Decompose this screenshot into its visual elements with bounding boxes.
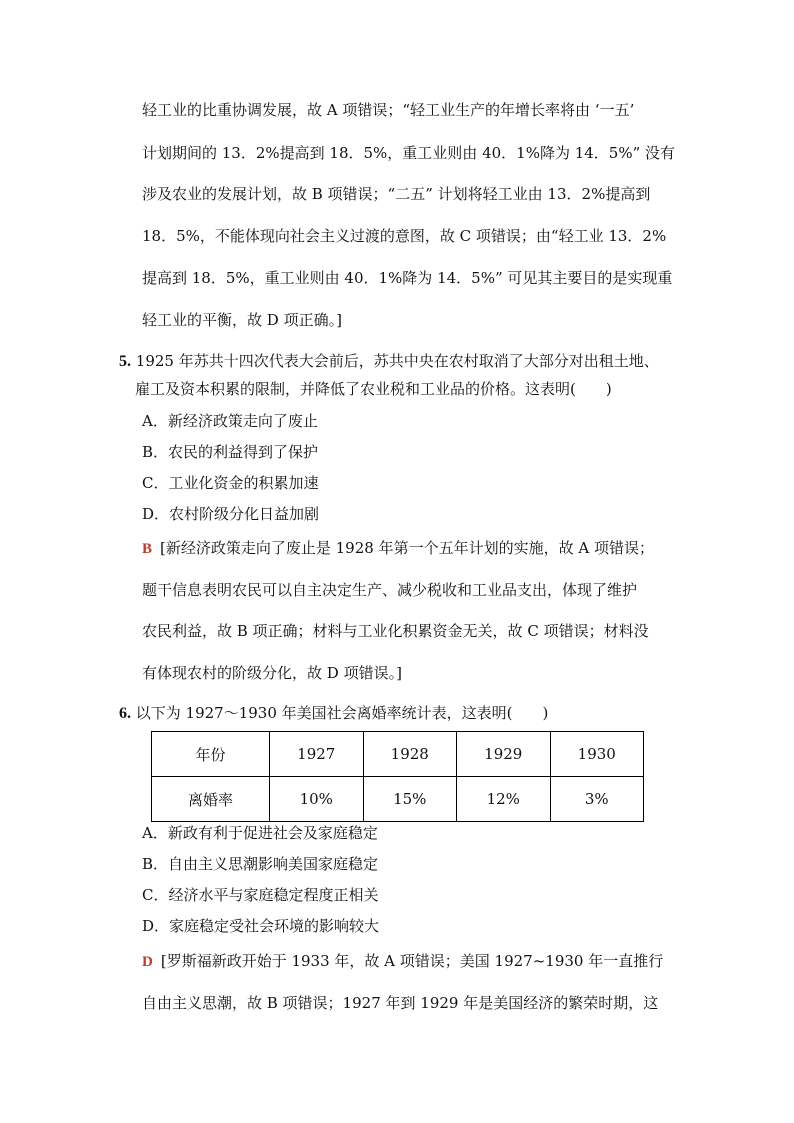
option-a: A．新政有利于促进社会及家庭稳定 (142, 824, 378, 842)
table-cell: 1930 (550, 732, 644, 777)
question-number: 5. (119, 353, 131, 370)
table-row (152, 732, 644, 777)
table-cell: 1929 (457, 732, 551, 777)
table-cell: 12% (457, 777, 551, 822)
table-row (152, 777, 644, 822)
table-cell: 3% (550, 777, 644, 822)
explanation-line: 自由主义思潮，故 B 项错误；1927 年到 1929 年是美国经济的繁荣时期，这 (142, 994, 659, 1012)
option-c: C．工业化资金的积累加速 (142, 474, 319, 492)
question-stem (119, 347, 689, 376)
answer-letter: D (142, 954, 153, 970)
question-stem-text: 以下为 1927～1930 年美国社会离婚率统计表，这表明( ) (135, 704, 549, 722)
table-cell: 1928 (363, 732, 457, 777)
question-stem-line: 1925 年苏共十四次代表大会前后，苏共中央在农村取消了大部分对出租土地、 (135, 352, 659, 370)
explanation-text: [罗斯福新政开始于 1933 年，故 A 项错误；美国 1927~1930 年一直推行 (160, 952, 664, 970)
divorce-rate-table (151, 731, 644, 822)
question-stem-line: 雇工及资本积累的限制，并降低了农业税和工业品的价格。这表明( ) (135, 380, 612, 398)
explanation-line: 题干信息表明农民可以自主决定生产、减少税收和工业品支出，体现了维护 (142, 581, 638, 599)
table-cell: 10% (270, 777, 364, 822)
option-b: B．自由主义思潮影响美国家庭稳定 (142, 855, 379, 873)
table-cell: 1927 (270, 732, 364, 777)
prev-answer-line: 18．5%，不能体现向社会主义过渡的意图，故 C 项错误；由“轻工业 13．2% (142, 227, 667, 245)
question-number: 6. (119, 705, 131, 722)
question-stem (119, 699, 689, 728)
table-cell: 离婚率 (152, 777, 270, 822)
prev-answer-line: 轻工业的平衡，故 D 项正确。] (142, 311, 342, 329)
answer-letter: B (142, 541, 153, 557)
option-c: C．经济水平与家庭稳定程度正相关 (142, 886, 379, 904)
explanation-line: 有体现农村的阶级分化，故 D 项错误。] (142, 664, 402, 682)
table-cell: 15% (363, 777, 457, 822)
prev-answer-line: 轻工业的比重协调发展，故 A 项错误；“轻工业生产的年增长率将由 ‘一五’ (142, 101, 635, 119)
explanation-line: 农民利益，故 B 项正确；材料与工业化积累资金无关，故 C 项错误；材料没 (142, 622, 649, 640)
explanation-text: [新经济政策走向了废止是 1928 年第一个五年计划的实施，故 A 项错误； (160, 539, 654, 557)
option-d: D．家庭稳定受社会环境的影响较大 (142, 917, 380, 935)
answer-line (142, 951, 682, 972)
option-b: B．农民的利益得到了保护 (142, 443, 319, 461)
table-cell: 年份 (152, 732, 270, 777)
prev-answer-line: 涉及农业的发展计划，故 B 项错误；“二五” 计划将轻工业由 13．2%提高到 (142, 185, 651, 203)
prev-answer-line: 提高到 18．5%，重工业则由 40．1%降为 14．5%” 可见其主要目的是实现重 (142, 269, 673, 287)
option-a: A．新经济政策走向了废止 (142, 412, 318, 430)
prev-answer-line: 计划期间的 13．2%提高到 18．5%，重工业则由 40．1%降为 14．5%” 没有 (142, 144, 676, 162)
answer-line (142, 538, 682, 559)
option-d: D．农村阶级分化日益加剧 (142, 505, 320, 523)
